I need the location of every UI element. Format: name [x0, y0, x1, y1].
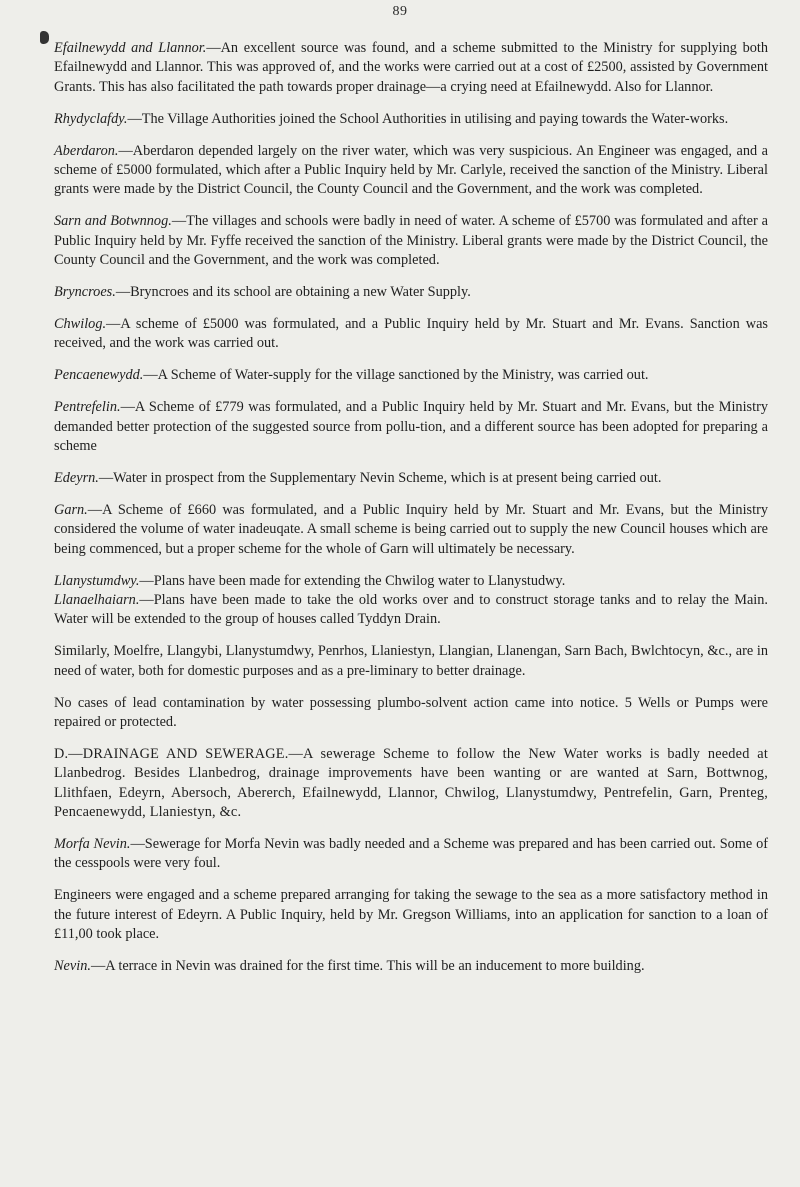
body-text — [54, 39, 768, 989]
paragraph-efailnewydd-and-llannor — [54, 39, 768, 97]
paragraph-text: —A Scheme of £779 was formulated, and a Public Inquiry held by Mr. Stuart and Mr. Evans, but the Ministry demanded better protection of the suggested source from pollu-tion, and a different source has been adopted for preparing a scheme — [54, 399, 768, 454]
paragraph-text: —Aberdaron depended largely on the river water, which was very suspicious. An Engineer was engaged, and a scheme of £5000 formulated, which after a Public Inquiry held by Mr. Carlyle, received the sanction of the Ministry. Liberal grants were made by the District Council, the County Council and the Government, and the work was completed. — [54, 142, 768, 198]
paragraph-text: —Water in prospect from the Supplementary Nevin Scheme, which is at present being carried out. — [98, 469, 662, 486]
paragraph-lead-contamination — [54, 694, 768, 733]
paragraph-heading: Rhydyclafdy. — [54, 110, 128, 127]
paragraph-text: —Plans have been made to take the old works over and to construct storage tanks and to relay the Main. Water will be extended to the group of houses called Tyddyn Drain. — [54, 591, 768, 628]
paragraph-aberdaron — [54, 142, 768, 200]
paragraph-heading: Nevin. — [54, 958, 91, 975]
paragraph-heading: Llanystumdwy. — [54, 572, 140, 589]
paragraph-heading: Sarn and Botwnnog. — [54, 213, 172, 230]
binding-hole-mark — [40, 31, 49, 44]
paragraph-heading: Aberdaron. — [54, 142, 119, 159]
paragraph-llanystumdwy — [54, 572, 768, 591]
paragraph-text: —A terrace in Nevin was drained for the first time. This will be an inducement to more building. — [90, 958, 645, 975]
paragraph-garn — [54, 501, 768, 559]
paragraph-text: D.—DRAINAGE AND SEWERAGE.—A sewerage Scheme to follow the New Water works is badly needed at Llanbedrog. Besides Llanbedrog, drainage improvements have been wanting or are wanted at Sarn, Bottwnog, Llithfaen, Edeyrn, Abersoch, Abererch, Efailnewydd, Llannor, Chwilog, Llanystumdwy, Pentrefelin, Garn, Prenteg, Pencaenewydd, Llaniestyn, &c. — [54, 745, 768, 821]
paragraph-nevin — [54, 957, 768, 976]
paragraph-heading: Pentrefelin. — [54, 399, 121, 416]
page-number: 89 — [392, 4, 408, 19]
paragraph-text: —Plans have been made for extending the Chwilog water to Llanystudwy. — [139, 572, 566, 589]
paragraph-text: —Bryncroes and its school are obtaining a new Water Supply. — [115, 284, 471, 301]
paragraph-text: —A Scheme of Water-supply for the village sanctioned by the Ministry, was carried out. — [143, 367, 649, 384]
paragraph-bryncroes — [54, 283, 768, 302]
paragraph-heading: Morfa Nevin. — [54, 836, 131, 852]
paragraph-text: —A scheme of £5000 was formulated, and a Public Inquiry held by Mr. Stuart and Mr. Evans. Sanction was received, and the work was carried out. — [54, 315, 768, 352]
paragraph-text: —The Village Authorities joined the School Authorities in utilising and paying towards the Water-works. — [127, 110, 729, 127]
paragraph-heading: Bryncroes. — [54, 284, 116, 301]
paragraph-sarn-and-botwnnog — [54, 212, 768, 270]
paragraph-heading: Chwilog. — [54, 315, 107, 332]
paragraph-edeyrn — [54, 469, 768, 488]
paragraph-text: No cases of lead contamination by water possessing plumbo-solvent action came into notice. 5 Wells or Pumps were repaired or protected. — [54, 694, 768, 730]
paragraph-heading: Llanaelhaiarn. — [54, 591, 140, 608]
paragraph-heading: Edeyrn. — [54, 469, 99, 486]
paragraph-drainage-and-sewerage — [54, 745, 768, 823]
paragraph-rhydyclafdy — [54, 110, 768, 129]
paragraph-text: —The villages and schools were badly in need of water. A scheme of £5700 was formulated and after a Public Inquiry held by Mr. Fyffe received the sanction of the Ministry. Liberal grants were made by the District Council, the County Council and the Government, and the work was completed. — [54, 213, 768, 269]
paragraph-heading: Pencaenewydd. — [54, 367, 144, 384]
paragraph-heading: Garn. — [54, 501, 88, 518]
paragraph-llanaelhaiarn — [54, 591, 768, 630]
paragraph-text: —Sewerage for Morfa Nevin was badly needed and a Scheme was prepared and has been carried out. Some of the cesspools were very foul. — [54, 836, 768, 872]
paragraph-morfa-nevin — [54, 835, 768, 874]
paragraph-villages-in-need — [54, 642, 768, 681]
paragraph-text: Similarly, Moelfre, Llangybi, Llanystumdwy, Penrhos, Llaniestyn, Llangian, Llanengan, Sarn Bach, Bwlchtocyn, &c., are in need of water, both for domestic purposes and as a pre-liminary to better drainage. — [54, 643, 768, 679]
paragraph-text: —A Scheme of £660 was formulated, and a Public Inquiry held by Mr. Stuart and Mr. Evans, but the Ministry considered the volume of water inadeuqate. A small scheme is being carried out to supply the new Council houses which are being commenced, but a proper scheme for the whole of Garn will ultimately be necessary. — [54, 501, 768, 557]
paragraph-chwilog — [54, 315, 768, 354]
paragraph-text: —An excellent source was found, and a scheme submitted to the Ministry for supplying both Efailnewydd and Llannor. This was approved of, and the works were carried out at a cost of £2500, assisted by Government Grants. This has also facilitated the path towards proper drainage—a crying need at Efailnewydd. Also for Llannor. — [54, 40, 768, 95]
paragraph-pentrefelin — [54, 398, 768, 456]
paragraph-engineers-edeyrn — [54, 886, 768, 944]
paragraph-text: Engineers were engaged and a scheme prepared arranging for taking the sewage to the sea as a more satisfactory method in the future interest of Edeyrn. A Public Inquiry, held by Mr. Gregson Williams, into an application for sanction to a loan of £11,00 took place. — [54, 887, 768, 943]
paragraph-heading: Efailnewydd and Llannor. — [54, 40, 207, 56]
paragraph-pencaenewydd — [54, 366, 768, 385]
